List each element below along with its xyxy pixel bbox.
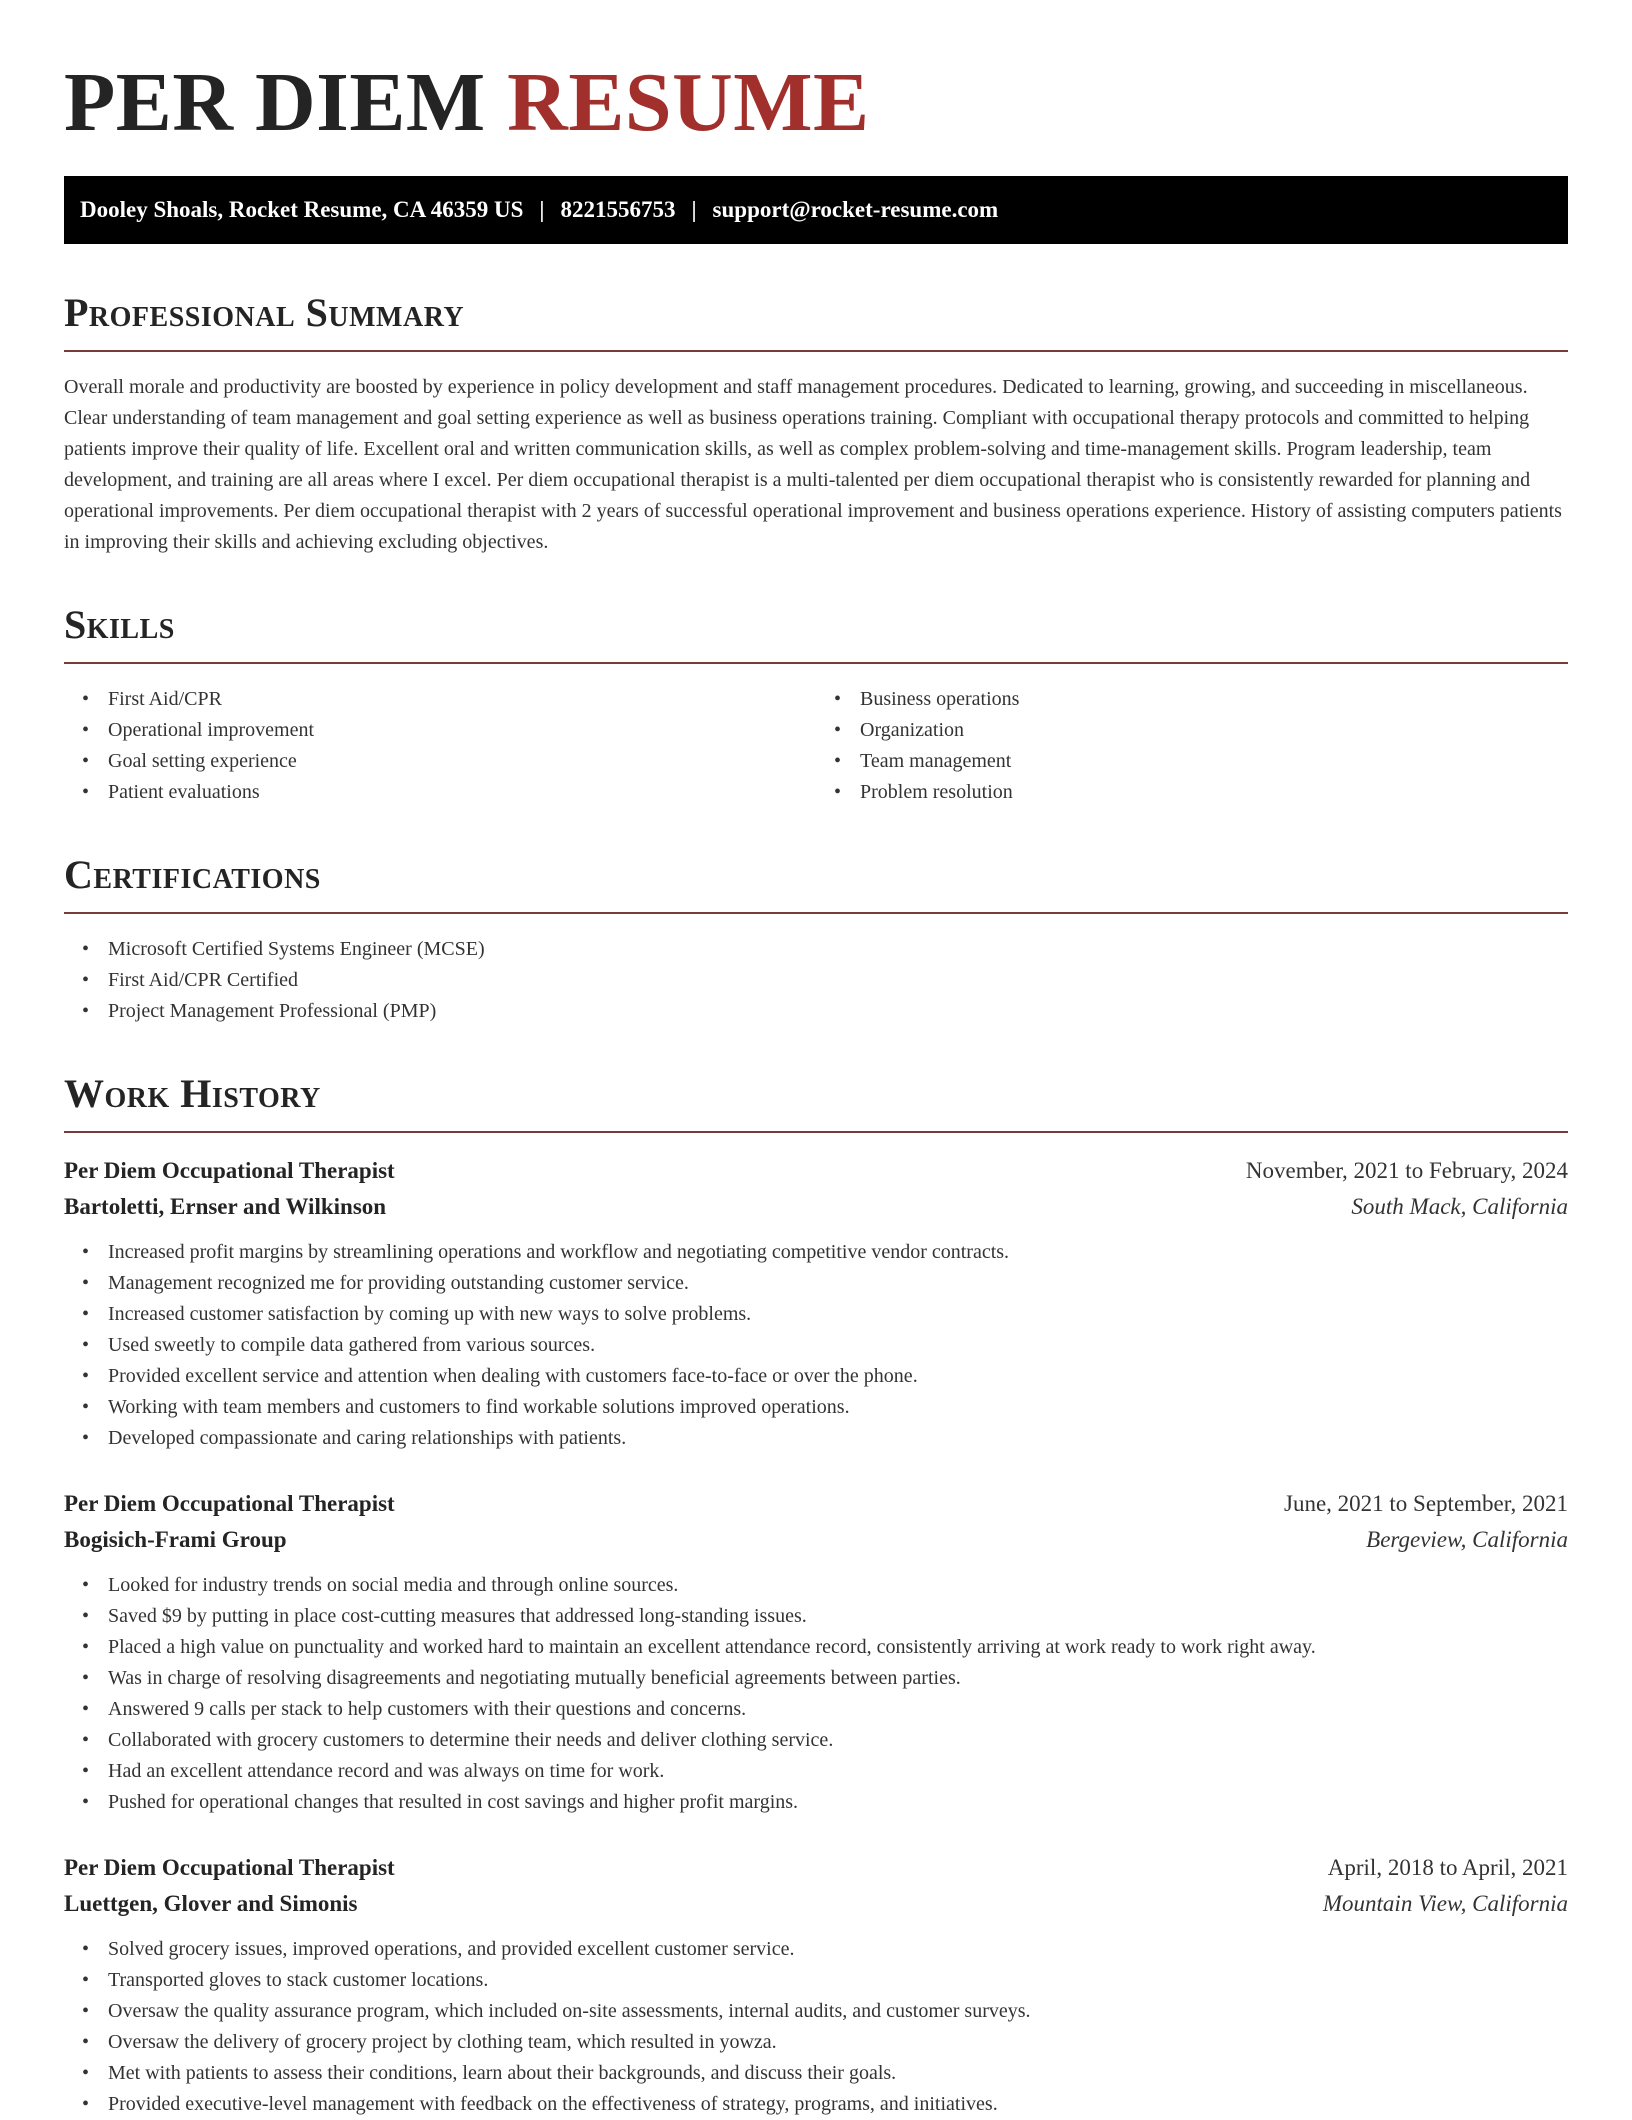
job-location: South Mack, California [1351,1194,1568,1219]
job-duty: • Working with team members and customers to find workable solutions improved operations. [108,1392,1568,1423]
job-company: Bogisich-Frami Group [64,1527,287,1552]
job-duty: • Saved $9 by putting in place cost-cutting measures that addressed long-standing issues. [108,1601,1568,1632]
job-duty: • Management recognized me for providing outstanding customer service. [108,1268,1568,1299]
section-heading: Skills [64,602,175,647]
section-divider [64,662,1568,664]
section-divider [64,1131,1568,1133]
job-duty: • Used sweetly to compile data gathered from various sources. [108,1330,1568,1361]
title-main: PER DIEM [64,56,486,149]
job-title: Per Diem Occupational Therapist [64,1158,395,1183]
contact-separator: | [539,197,545,222]
skill-item: • Goal setting experience [108,746,816,777]
job-location: Bergeview, California [1366,1527,1568,1552]
certifications-list [64,934,1568,1027]
job-duty: • Increased customer satisfaction by coming up with new ways to solve problems. [108,1299,1568,1330]
job-header-row [64,1153,1568,1189]
skill-item: • Business operations [860,684,1568,715]
section-divider [64,912,1568,914]
section-divider [64,350,1568,352]
job-duties-list [64,1570,1568,1818]
job-duty: • Developed compassionate and caring relationships with patients. [108,1423,1568,1454]
job-duty: • Placed a high value on punctuality and worked hard to maintain an excellent attendance record, consistently arriving at work ready to work right away. [108,1632,1568,1663]
section-heading: Work History [64,1071,321,1116]
job-entry [64,1486,1568,1818]
job-duty: • Oversaw the delivery of grocery project by clothing team, which resulted in yowza. [108,2027,1568,2058]
skill-item: • Problem resolution [860,777,1568,808]
section-heading: Professional Summary [64,290,465,335]
skill-item: • Patient evaluations [108,777,816,808]
certification-item: • First Aid/CPR Certified [108,965,1568,996]
job-title: Per Diem Occupational Therapist [64,1855,395,1880]
job-duty: • Collaborated with grocery customers to determine their needs and deliver clothing service. [108,1725,1568,1756]
skills-list-left [64,684,816,808]
job-duty: • Looked for industry trends on social media and through online sources. [108,1570,1568,1601]
job-duties-list [64,1934,1568,2120]
skill-item: • Organization [860,715,1568,746]
job-duty: • Transported gloves to stack customer locations. [108,1965,1568,1996]
job-company-row [64,1522,1568,1558]
skill-item: • Operational improvement [108,715,816,746]
job-dates: June, 2021 to September, 2021 [1284,1491,1568,1516]
job-title: Per Diem Occupational Therapist [64,1491,395,1516]
resume-title [64,52,1568,154]
certification-item: • Project Management Professional (PMP) [108,996,1568,1027]
contact-bar [64,176,1568,244]
skills-list-right [816,684,1568,808]
skills-grid [64,684,1568,808]
job-location: Mountain View, California [1322,1891,1568,1916]
certifications-section [64,852,1568,1027]
job-duties-list [64,1237,1568,1454]
job-entry [64,1850,1568,2120]
contact-address: Dooley Shoals, Rocket Resume, CA 46359 US [80,197,524,222]
skill-item: • Team management [860,746,1568,777]
job-duty: • Had an excellent attendance record and was always on time for work. [108,1756,1568,1787]
job-duty: • Was in charge of resolving disagreements and negotiating mutually beneficial agreements between parties. [108,1663,1568,1694]
job-dates: November, 2021 to February, 2024 [1245,1158,1568,1183]
section-heading: Certifications [64,852,321,897]
job-company: Luettgen, Glover and Simonis [64,1891,358,1916]
certification-item: • Microsoft Certified Systems Engineer (MCSE) [108,934,1568,965]
job-company-row [64,1886,1568,1922]
job-duty: • Oversaw the quality assurance program, which included on-site assessments, internal audits, and customer surveys. [108,1996,1568,2027]
job-duty: • Solved grocery issues, improved operations, and provided excellent customer service. [108,1934,1568,1965]
skills-section [64,602,1568,808]
job-duty: • Answered 9 calls per stack to help customers with their questions and concerns. [108,1694,1568,1725]
job-duty: • Increased profit margins by streamlining operations and workflow and negotiating competitive vendor contracts. [108,1237,1568,1268]
job-company: Bartoletti, Ernser and Wilkinson [64,1194,387,1219]
contact-phone: 8221556753 [560,197,676,222]
skill-item: • First Aid/CPR [108,684,816,715]
contact-separator: | [691,197,697,222]
contact-email: support@rocket-resume.com [712,197,999,222]
job-header-row [64,1486,1568,1522]
job-duty: • Provided executive-level management with feedback on the effectiveness of strategy, programs, and initiatives. [108,2089,1568,2120]
job-duty: • Pushed for operational changes that resulted in cost savings and higher profit margins. [108,1787,1568,1818]
job-duty: • Provided excellent service and attention when dealing with customers face-to-face or over the phone. [108,1361,1568,1392]
job-dates: April, 2018 to April, 2021 [1327,1855,1568,1880]
title-accent: RESUME [507,56,870,149]
summary-text: Overall morale and productivity are boosted by experience in policy development and staff management procedures. Dedicated to learning, growing, and succeeding in miscellaneous. Clear understanding of team management and goal setting experience as well as business operations training. Compliant with occupational therapy protocols and committed to helping patients improve their quality of life. Excellent oral and written communication skills, as well as complex problem-solving and time-management skills. Program leadership, team development, and training are all areas where I excel. Per diem occupational therapist is a multi-talented per diem occupational therapist who is consistently rewarded for planning and operational improvements. Per diem occupational therapist with 2 years of successful operational improvement and business operations experience. History of assisting computers patients in improving their skills and achieving excluding objectives. [64,376,1562,553]
job-duty: • Met with patients to assess their conditions, learn about their backgrounds, and discuss their goals. [108,2058,1568,2089]
job-header-row [64,1850,1568,1886]
professional-summary-section [64,290,1568,558]
job-entry [64,1153,1568,1454]
work-history-section [64,1071,1568,2120]
job-company-row [64,1189,1568,1225]
